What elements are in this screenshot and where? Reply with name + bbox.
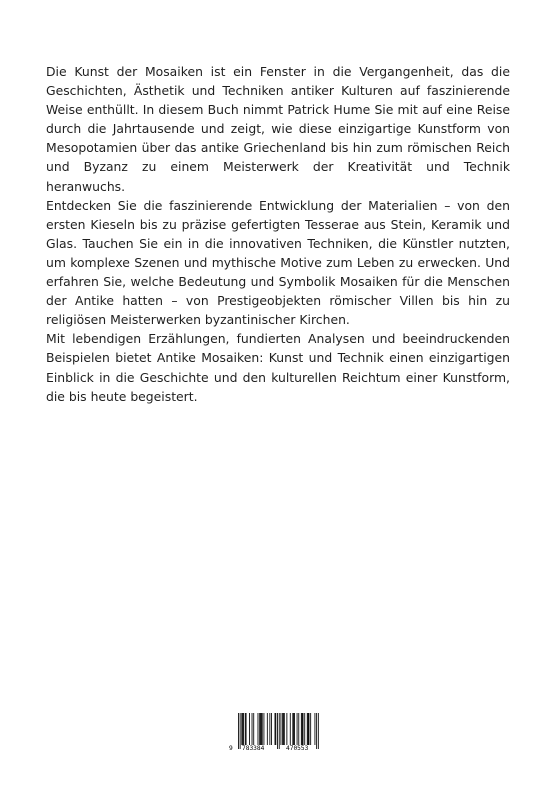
barcode-bar xyxy=(271,713,272,745)
back-cover-blurb xyxy=(46,62,510,406)
barcode-bar xyxy=(243,713,244,745)
barcode-bar xyxy=(316,713,317,749)
barcode-bar xyxy=(240,713,241,749)
barcode-bar xyxy=(310,713,311,745)
barcode-bar xyxy=(304,713,305,745)
barcode-bar xyxy=(315,713,316,745)
barcode-bar xyxy=(290,713,291,745)
barcode-bar xyxy=(302,713,303,745)
barcode-bar xyxy=(284,713,285,745)
barcode-bar xyxy=(283,713,284,745)
barcode-bar xyxy=(303,713,304,745)
barcode-bar xyxy=(308,713,309,745)
barcode-bar xyxy=(294,713,295,745)
blurb-paragraph-2: Entdecken Sie die faszinierende Entwicklung der Materialien – von den ersten Kieseln bis zu präzise gefertigten Tesserae aus Stein, Keramik und Glas. Tauchen Sie ein in die innovativen Techniken, die Künstler nutzten, um komplexe Szenen und mythische Motive zum Leben zu erwecken. Und erfahren Sie, welche Bedeutung und Symbolik Mosaiken für die Menschen der Antike hatten – von Prestigeobjekten römischer Villen bis hin zu religiösen Meisterwerken byzantinischer Kirchen. xyxy=(46,197,510,328)
barcode-bar xyxy=(267,713,268,745)
barcode-bar xyxy=(241,713,242,745)
barcode-bar xyxy=(309,713,310,745)
barcode-bar xyxy=(275,713,276,745)
barcode-bar xyxy=(281,713,282,745)
barcode-bar xyxy=(269,713,270,745)
barcode-bar xyxy=(318,713,319,749)
barcode-bar xyxy=(279,713,280,749)
isbn-barcode xyxy=(229,712,329,752)
barcode-right-digits: 470553 xyxy=(286,745,309,752)
blurb-paragraph-1: Die Kunst der Mosaiken ist ein Fenster in die Vergangenheit, das die Geschichten, Ästhetik und Techniken antiker Kulturen auf faszinierende Weise enthüllt. In diesem Buch nimmt Patrick Hume Sie mit auf eine Reise durch die Jahrtausende und zeigt, wie diese einzigartige Kunstform von Mesopotamien über das antike Griechenland bis hin zum römischen Reich und Byzanz zu einem Meisterwerk der Kreativität und Technik heranwuchs. xyxy=(46,64,510,194)
barcode-bar xyxy=(258,713,259,745)
barcode-bar xyxy=(260,713,261,745)
barcode-bar xyxy=(238,713,239,749)
barcode-bar xyxy=(297,713,298,745)
barcode-bar xyxy=(293,713,294,745)
barcode-bar xyxy=(261,713,262,745)
barcode-bar xyxy=(292,713,293,745)
blurb-paragraph-3: Mit lebendigen Erzählungen, fundierten Analysen und beeindruckenden Beispielen bietet Antike Mosaiken: Kunst und Technik einen einzigartigen Einblick in die Geschichte und den kulturellen Reichtum einer Kunstform, die bis heute begeistert. xyxy=(46,331,510,404)
barcode-bar xyxy=(264,713,265,745)
barcode-bar xyxy=(301,713,302,745)
barcode-left-digits: 783384 xyxy=(242,745,265,752)
barcode-bar xyxy=(259,713,260,745)
barcode-bar xyxy=(249,713,250,745)
barcode-bar xyxy=(245,713,246,745)
barcode-bar xyxy=(282,713,283,745)
barcode-bar xyxy=(307,713,308,745)
barcode-bar xyxy=(262,713,263,745)
barcode-bar xyxy=(275,713,276,745)
barcode-bar xyxy=(286,713,287,745)
barcode-bar xyxy=(253,713,254,745)
barcode-bar xyxy=(277,713,278,749)
barcode-bar xyxy=(246,713,247,745)
barcode-first-digit: 9 xyxy=(229,745,233,752)
barcode-bar xyxy=(242,713,243,745)
barcode-bar xyxy=(252,713,253,745)
barcode-bar xyxy=(298,713,299,745)
